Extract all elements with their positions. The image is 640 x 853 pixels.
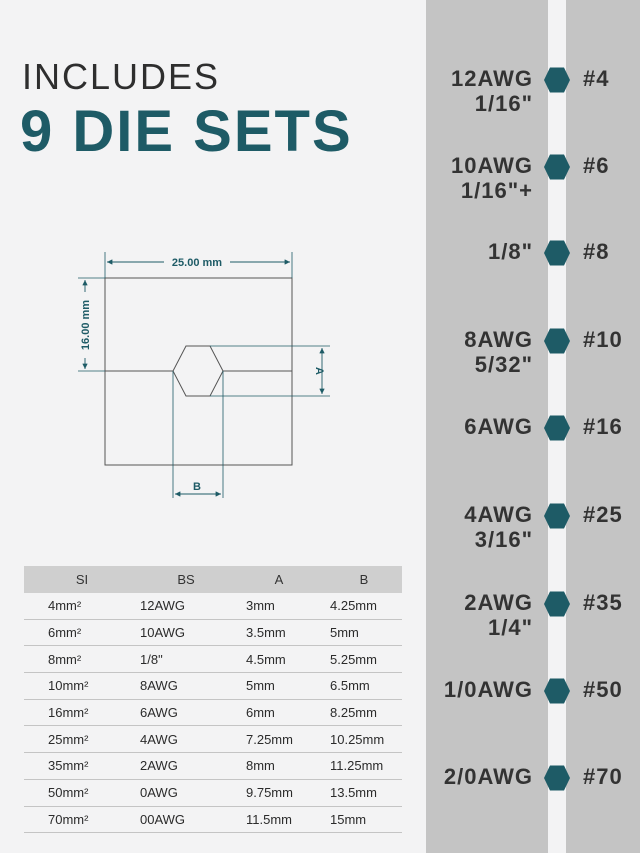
height-dimension-label: 16.00 mm	[80, 299, 92, 351]
cell-b: 15mm	[326, 806, 402, 833]
die-set-row	[0, 764, 640, 824]
die-set-row	[0, 66, 640, 126]
die-size-line: 1/0AWG	[443, 677, 533, 702]
die-size-label	[488, 239, 533, 264]
cell-si: 6mm²	[24, 619, 140, 646]
cell-si: 25mm²	[24, 726, 140, 753]
die-size-line: 12AWG	[450, 66, 533, 91]
cell-b: 6.5mm	[326, 673, 402, 700]
hexagon-icon	[543, 153, 571, 181]
cell-bs: 10AWG	[140, 619, 232, 646]
die-size-line: 4AWG	[464, 502, 533, 527]
cell-si: 70mm²	[24, 806, 140, 833]
die-number-label: #6	[583, 153, 610, 178]
die-size-label	[464, 327, 533, 377]
hexagon-icon	[543, 502, 571, 530]
cell-b: 13.5mm	[326, 779, 402, 806]
cell-si: 4mm²	[24, 593, 140, 619]
cell-a: 9.75mm	[232, 779, 326, 806]
cell-a: 11.5mm	[232, 806, 326, 833]
die-size-label	[444, 764, 533, 789]
column-header-b: B	[326, 566, 402, 593]
die-set-row	[0, 414, 640, 474]
die-size-line: 2/0AWG	[443, 764, 533, 789]
cell-si: 8mm²	[24, 646, 140, 673]
hexagon-icon	[543, 327, 571, 355]
cell-a: 3mm	[232, 593, 326, 619]
hexagon-icon	[543, 239, 571, 267]
die-number-label: #70	[583, 764, 623, 789]
die-set-row	[0, 590, 640, 650]
die-set-row	[0, 677, 640, 737]
cell-bs: 0AWG	[140, 779, 232, 806]
cell-b: 5mm	[326, 619, 402, 646]
column-header-si: SI	[24, 566, 140, 593]
cell-a: 6mm	[232, 699, 326, 726]
width-dimension-label: 25.00 mm	[171, 257, 223, 269]
heading-die-sets: 9 DIE SETS	[20, 99, 353, 164]
cell-si: 10mm²	[24, 673, 140, 700]
hexagon-icon	[543, 677, 571, 705]
cell-b: 5.25mm	[326, 646, 402, 673]
heading-includes: INCLUDES	[22, 56, 221, 97]
cell-b: 11.25mm	[326, 753, 402, 780]
cell-a: 3.5mm	[232, 619, 326, 646]
die-size-label	[464, 414, 533, 439]
hexagon-icon	[543, 590, 571, 618]
die-size-line: 1/16"	[474, 91, 533, 116]
cell-a: 4.5mm	[232, 646, 326, 673]
cell-bs: 2AWG	[140, 753, 232, 780]
hexagon-icon	[543, 66, 571, 94]
cell-b: 4.25mm	[326, 593, 402, 619]
die-size-label	[444, 677, 533, 702]
table-header-row	[24, 566, 402, 593]
die-size-line: 2AWG	[464, 590, 533, 615]
die-size-line: 1/4"	[487, 615, 533, 640]
die-size-label	[464, 502, 533, 552]
cell-bs: 6AWG	[140, 699, 232, 726]
cell-b: 10.25mm	[326, 726, 402, 753]
die-number-label: #10	[583, 327, 623, 352]
die-size-label	[451, 66, 533, 116]
die-size-line: 10AWG	[450, 153, 533, 178]
cell-a: 7.25mm	[232, 726, 326, 753]
die-set-row	[0, 327, 640, 387]
cell-si: 35mm²	[24, 753, 140, 780]
cell-bs: 4AWG	[140, 726, 232, 753]
cell-a: 5mm	[232, 673, 326, 700]
column-header-bs: BS	[140, 566, 232, 593]
die-size-line: 8AWG	[464, 327, 533, 352]
cell-bs: 00AWG	[140, 806, 232, 833]
hexagon-icon	[543, 764, 571, 792]
die-number-label: #50	[583, 677, 623, 702]
die-size-line: 6AWG	[464, 414, 533, 439]
cell-si: 16mm²	[24, 699, 140, 726]
hexagon-icon	[543, 414, 571, 442]
die-size-line: 1/8"	[487, 239, 533, 264]
column-header-a: A	[232, 566, 326, 593]
cell-bs: 1/8"	[140, 646, 232, 673]
die-number-label: #16	[583, 414, 623, 439]
die-set-row	[0, 502, 640, 562]
die-size-label	[464, 590, 533, 640]
die-number-label: #25	[583, 502, 623, 527]
die-set-row	[0, 239, 640, 299]
die-size-line: 3/16"	[474, 527, 533, 552]
die-number-label: #8	[583, 239, 610, 264]
die-size-line: 5/32"	[474, 352, 533, 377]
die-size-label	[451, 153, 533, 203]
a-dimension-label: A	[313, 367, 325, 375]
cell-bs: 8AWG	[140, 673, 232, 700]
die-number-label: #4	[583, 66, 610, 91]
die-set-row	[0, 153, 640, 213]
die-size-line: 1/16"+	[460, 178, 533, 203]
b-dimension-label: B	[193, 481, 201, 493]
die-number-label: #35	[583, 590, 623, 615]
cell-si: 50mm²	[24, 779, 140, 806]
cell-a: 8mm	[232, 753, 326, 780]
cell-bs: 12AWG	[140, 593, 232, 619]
cell-b: 8.25mm	[326, 699, 402, 726]
